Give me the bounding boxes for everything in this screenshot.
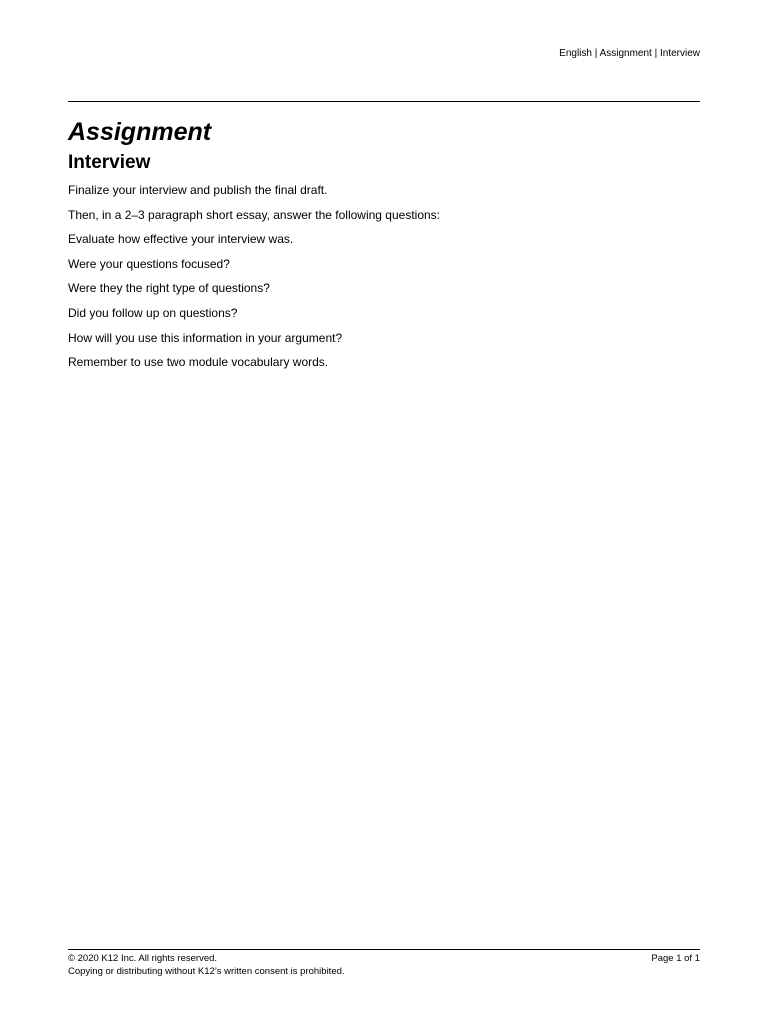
instruction-line: Then, in a 2–3 paragraph short essay, answer the following questions: — [68, 207, 440, 222]
header-divider — [68, 101, 700, 102]
footer-divider — [68, 949, 700, 950]
running-header-breadcrumb: English | Assignment | Interview — [559, 48, 700, 59]
instructions-list — [68, 182, 440, 379]
document-title: Assignment — [68, 118, 212, 146]
footer-legal — [68, 952, 345, 978]
instruction-line: How will you use this information in your argument? — [68, 330, 343, 345]
instruction-line: Remember to use two module vocabulary words. — [68, 355, 329, 370]
instruction-line: Were they the right type of questions? — [68, 281, 270, 296]
document-subtitle: Interview — [68, 152, 151, 173]
footer-page-number: Page 1 of 1 — [651, 953, 700, 964]
instruction-line: Were your questions focused? — [68, 256, 230, 271]
footer-notice: Copying or distributing without K12’s written consent is prohibited. — [68, 966, 345, 977]
footer-copyright: © 2020 K12 Inc. All rights reserved. — [68, 953, 218, 964]
instruction-line: Finalize your interview and publish the final draft. — [68, 183, 328, 197]
instruction-line: Evaluate how effective your interview was. — [68, 232, 294, 247]
document-page — [68, 0, 700, 1024]
instruction-line: Did you follow up on questions? — [68, 305, 238, 320]
